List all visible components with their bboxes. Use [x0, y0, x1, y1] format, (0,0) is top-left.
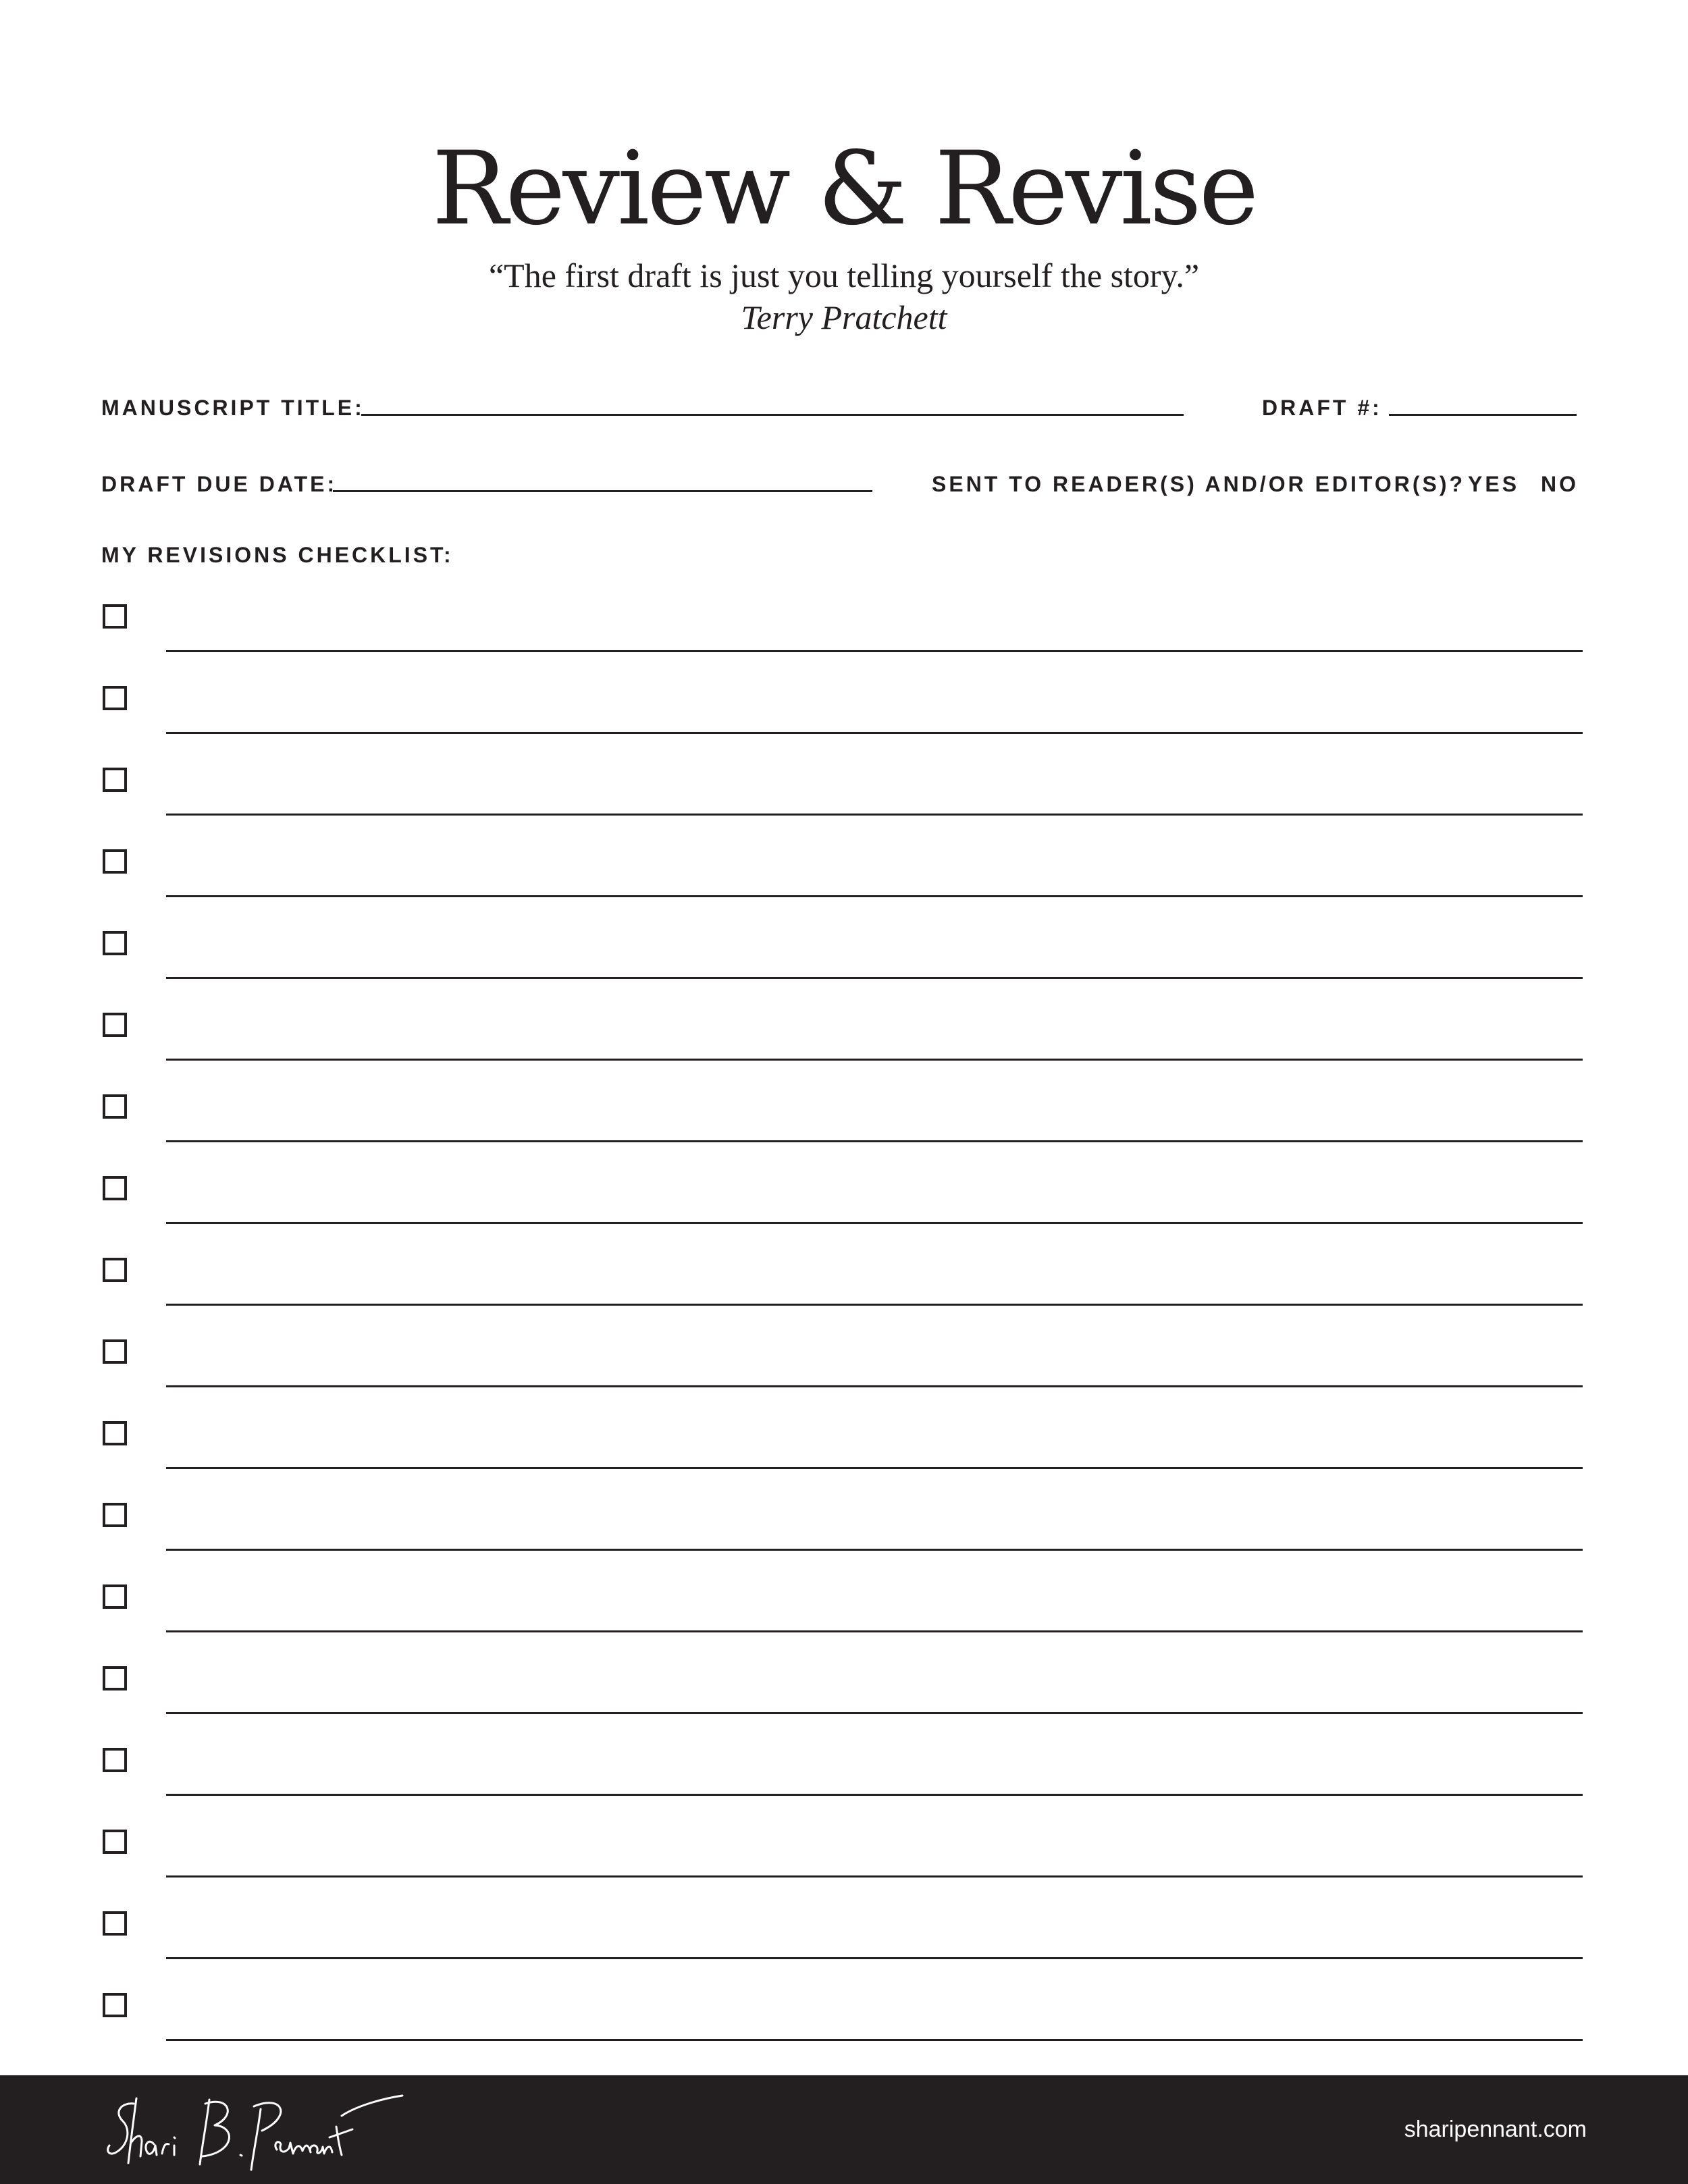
checkbox[interactable]: [103, 1176, 127, 1200]
checklist-entry-line[interactable]: [166, 1794, 1583, 1796]
checklist-entry-line[interactable]: [166, 1385, 1583, 1387]
checklist-entry-line[interactable]: [166, 1957, 1583, 1959]
checklist-entry-line[interactable]: [166, 1630, 1583, 1632]
checkbox[interactable]: [103, 1421, 127, 1445]
checkbox[interactable]: [103, 1666, 127, 1690]
checkbox[interactable]: [103, 768, 127, 792]
draft-number-label: DRAFT #:: [1262, 396, 1382, 420]
checkbox[interactable]: [103, 1748, 127, 1772]
draft-due-date-field[interactable]: [333, 490, 872, 492]
checkbox[interactable]: [103, 1993, 127, 2017]
checklist-entry-line[interactable]: [166, 1304, 1583, 1306]
checklist-row: [0, 1176, 1688, 1258]
checklist-row: [0, 931, 1688, 1013]
revisions-checklist-label: MY REVISIONS CHECKLIST:: [101, 543, 454, 567]
checklist-entry-line[interactable]: [166, 1222, 1583, 1224]
checkbox[interactable]: [103, 1094, 127, 1119]
checklist-entry-line[interactable]: [166, 2039, 1583, 2041]
checklist-row: [0, 1258, 1688, 1339]
manuscript-title-label: MANUSCRIPT TITLE:: [101, 396, 365, 420]
checkbox[interactable]: [103, 1013, 127, 1037]
checklist-row: [0, 1993, 1688, 2075]
checklist-entry-line[interactable]: [166, 1712, 1583, 1714]
draft-number-field[interactable]: [1389, 414, 1577, 416]
checklist-entry-line[interactable]: [166, 895, 1583, 897]
website-link[interactable]: sharipennant.com: [1404, 2116, 1587, 2142]
checklist-row: [0, 686, 1688, 768]
checklist-row: [0, 1830, 1688, 1911]
checklist-row: [0, 1503, 1688, 1584]
checklist-entry-line[interactable]: [166, 814, 1583, 816]
quote-text: “The first draft is just you telling yourself the story.”: [488, 257, 1200, 294]
checklist-row: [0, 1666, 1688, 1748]
checkbox[interactable]: [103, 931, 127, 955]
checkbox[interactable]: [103, 1258, 127, 1282]
checklist-row: [0, 1421, 1688, 1503]
checklist-row: [0, 1013, 1688, 1094]
checklist-entry-line[interactable]: [166, 1467, 1583, 1469]
checkbox[interactable]: [103, 1911, 127, 1936]
checklist-row: [0, 1584, 1688, 1666]
draft-due-date-label: DRAFT DUE DATE:: [101, 472, 338, 496]
checklist-entry-line[interactable]: [166, 1875, 1583, 1877]
checklist-row: [0, 1339, 1688, 1421]
checkbox[interactable]: [103, 1830, 127, 1854]
checklist-row: [0, 849, 1688, 931]
quote-author: Terry Pratchett: [741, 298, 947, 336]
checkbox[interactable]: [103, 1584, 127, 1609]
checklist-row: [0, 604, 1688, 686]
checklist-entry-line[interactable]: [166, 1549, 1583, 1551]
checklist-entry-line[interactable]: [166, 1140, 1583, 1142]
checklist-row: [0, 768, 1688, 849]
checklist-entry-line[interactable]: [166, 732, 1583, 734]
checklist-entry-line[interactable]: [166, 977, 1583, 979]
checklist-row: [0, 1911, 1688, 1993]
footer-bar: [0, 2075, 1688, 2184]
checkbox[interactable]: [103, 1503, 127, 1527]
checkbox[interactable]: [103, 1339, 127, 1364]
checklist-entry-line[interactable]: [166, 1059, 1583, 1061]
signature-logo: [101, 2089, 412, 2177]
checklist-row: [0, 1748, 1688, 1830]
sent-to-readers-label: SENT TO READER(S) AND/OR EDITOR(S)?: [932, 472, 1466, 496]
checklist-entry-line[interactable]: [166, 650, 1583, 652]
checkbox[interactable]: [103, 604, 127, 629]
no-option[interactable]: NO: [1541, 472, 1579, 496]
yes-option[interactable]: YES: [1468, 472, 1520, 496]
page-title: Review & Revise: [431, 130, 1257, 248]
checkbox[interactable]: [103, 849, 127, 874]
manuscript-title-field[interactable]: [361, 414, 1184, 416]
checkbox[interactable]: [103, 686, 127, 710]
checklist-row: [0, 1094, 1688, 1176]
